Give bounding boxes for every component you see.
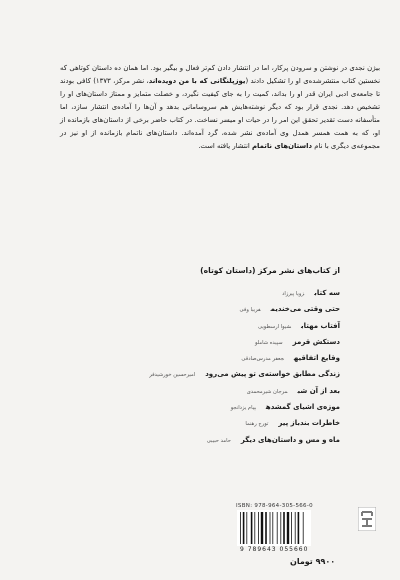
book-title: خاطرات بندباز پیر [278, 419, 340, 428]
list-item [100, 361, 340, 377]
book-author: مرجان شیرمحمدی [246, 388, 288, 395]
book-author: تورج رهنما [245, 421, 269, 428]
list-item [100, 410, 340, 426]
book-author: جعفر مدرس‌صادقی [241, 356, 284, 363]
book-title: ماه و مس و داستان‌های دیگر [240, 435, 340, 444]
book-title: سه کتاب [314, 289, 340, 297]
author-bio-paragraph [60, 62, 380, 153]
book-title: موزه‌ی اشیای گمشده [265, 403, 340, 412]
book-author: امیرحسین خورشیدفر [149, 372, 196, 379]
book-title: آفتاب مهتاب [300, 321, 340, 330]
bio-text-3: انتشار یافته است. [198, 142, 252, 150]
bio-text-1: بیژن نجدی در نوشتن و سرودن پرکار، اما در انتشار دادن کم‌تر فعال و بیگیر بود. اما همان ده داستان کوتاهی که نخستین کتاب منتشرشده‌ی او را تشکیل دادند ( [60, 64, 380, 85]
book-title: بعد از آن شب [297, 386, 340, 395]
list-item [100, 345, 340, 361]
isbn-text: ISBN: 978-964-305-566-0 [236, 503, 313, 509]
book-title-yuzpalangan: یوزپلنگانی که با من دویده‌اند [148, 77, 246, 85]
book-title: دستکش قرمز [292, 337, 340, 346]
book-list-title: از کتاب‌های نشر مرکز (داستان کوتاه) [200, 266, 340, 275]
list-item [100, 378, 340, 394]
publisher-logo-icon [358, 507, 376, 531]
list-item [100, 394, 340, 410]
list-item [100, 313, 340, 329]
book-title-unfinished-stories: داستان‌های ناتمام [252, 142, 313, 150]
price-label: ۹۹۰۰ تومان [290, 557, 336, 566]
list-item [100, 280, 340, 296]
list-item [100, 427, 340, 443]
barcode-number: 9 789643 055660 [240, 546, 309, 553]
bio-text-2: ، نشر مرکز، ۱۳۷۳) کافی بودند تا جامعه‌ی ادبی ایران قدر او را بداند، کمیت را به جای کیفیت نگیرد، و خصلت متمایز و ممتاز داستان‌های او را تشخیص دهد. نجدی قرار بود که دیگر نوشته‌هایش هم سروسامانی بدهد و آن‌ها را آماده‌ی انتشار سازد، اما متأسفانه دست تقدیر تحقق این امر را در حیات او میسر نساخت. در کتاب حاضر برخی از داستان‌های بازمانده از او، که به همت همسر همدل وی آماده‌ی نشر شده، گرد آمده‌اند. داستان‌های ناتمام بازمانده از او نیز در مجموعه‌ی دیگری با نام [60, 77, 380, 150]
book-author: سپیده شاملو [254, 339, 283, 346]
book-author: حامد حبیبی [206, 437, 231, 444]
book-title: وقایع اتفاقیه [293, 354, 340, 363]
book-author: پیام یزدانجو [230, 405, 256, 412]
book-list [100, 280, 340, 443]
barcode-icon [237, 510, 311, 546]
book-title: زندگی مطابق خواسته‌ی تو پیش می‌رود [205, 370, 340, 379]
book-author: شیوا ارسطویی [258, 323, 291, 330]
book-author: فریبا وفی [239, 307, 261, 314]
book-title: حتی وقتی می‌خندیم [270, 305, 340, 314]
list-item [100, 329, 340, 345]
list-item [100, 296, 340, 312]
book-author: زویا پیرزاد [282, 291, 305, 297]
